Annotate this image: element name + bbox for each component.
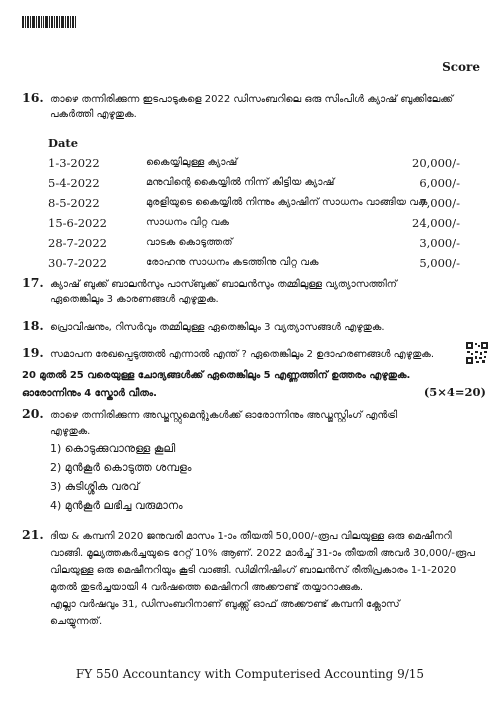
question-18-number: 18. bbox=[22, 318, 44, 333]
cash-row-amount: 20,000/- bbox=[412, 156, 460, 170]
question-21-line-5: എല്ലാ വർഷവും 31, ഡിസംബറിനാണ് ബുക്ക്സ് ഓഫ് അക്കൗണ്ട് കമ്പനി ക്ലോസ് bbox=[50, 599, 400, 610]
page-footer: FY 550 Accountancy with Computerised Accounting 9/15 bbox=[75, 667, 425, 681]
cash-row bbox=[48, 236, 460, 251]
question-20-line-1: താഴെ തന്നിരിക്കുന്ന അഡ്ജസ്റ്റുമെന്റുകൾക്ക് ഓരോന്നിനും അഡ്ജസ്റ്റിംഗ് എൻട്രി bbox=[50, 410, 398, 421]
question-21-line-2: വാങ്ങി. മൂല്യത്തകർച്ചയുടെ റേറ്റ് 10% ആണ്. 2022 മാർച്ച് 31-ാം തീയതി അവർ 30,000/-രൂപ bbox=[50, 548, 475, 559]
cash-row bbox=[48, 176, 460, 191]
section-score-note: ഓരോന്നിനും 4 സ്കോർ വീതം. bbox=[22, 388, 157, 399]
cash-row bbox=[48, 156, 460, 171]
question-17-number: 17. bbox=[22, 275, 44, 290]
date-column-heading: Date bbox=[48, 136, 79, 150]
question-20-line-2: എഴുതുക. bbox=[50, 426, 91, 437]
section-instruction: 20 മുതൽ 25 വരെയുള്ള ചോദ്യങ്ങൾക്ക് ഏതെങ്കിലും 5 എണ്ണത്തിന് ഉത്തരം എഴുതുക. bbox=[22, 370, 411, 381]
score-heading: Score bbox=[442, 60, 480, 74]
cash-row bbox=[48, 196, 460, 211]
question-21-line-3: വിലയുള്ള ഒരു മെഷീനറിയും കൂടി വാങ്ങി. ഡിമിനിഷിംഗ് ബാലൻസ് രീതിപ്രകാരം 1-1-2020 bbox=[50, 565, 457, 576]
question-21-line-4: മുതൽ തുടർച്ചയായി 4 വർഷത്തെ മെഷിനറി അക്കൗണ്ട് തയ്യാറാക്കുക. bbox=[50, 582, 364, 593]
question-20-item: 4) മുൻകൂർ ലഭിച്ച വരുമാനം bbox=[50, 499, 183, 512]
cash-row-amount: 24,000/- bbox=[412, 216, 460, 230]
cash-row-date: 30-7-2022 bbox=[48, 256, 107, 270]
cash-row-description: മുരളിയുടെ കൈയ്യിൽ നിന്നും ക്യാഷിന് സാധനം വാങ്ങിയ വക bbox=[146, 197, 428, 208]
cash-row-description: മനുവിന്റെ കൈയ്യിൽ നിന്ന് കിട്ടിയ ക്യാഷ് bbox=[146, 177, 335, 188]
cash-row-date: 28-7-2022 bbox=[48, 236, 107, 250]
cash-row-date: 8-5-2022 bbox=[48, 196, 100, 210]
question-17-line-2: ഏതെങ്കിലും 3 കാരണങ്ങൾ എഴുതുക. bbox=[50, 294, 219, 305]
section-marks: (5×4=20) bbox=[423, 385, 486, 399]
cash-row-description: കൈയ്യിലുള്ള ക്യാഷ് bbox=[146, 157, 238, 168]
qr-code-image bbox=[466, 342, 488, 364]
question-16-line-2: പകർത്തി എഴുതുക. bbox=[50, 109, 137, 120]
question-21-line-1: ദിയ & കമ്പനി 2020 ജനുവരി മാസം 1-ാം തീയതി 50,000/-രൂപ വിലയുള്ള ഒരു മെഷീനറി bbox=[50, 531, 452, 542]
cash-row-amount: 7,000/- bbox=[419, 196, 460, 210]
question-20-item: 1) കൊടുക്കുവാനുള്ള കൂലി bbox=[50, 442, 176, 455]
barcode-image bbox=[22, 16, 76, 28]
question-16-line-1: താഴെ തന്നിരിക്കുന്ന ഇടപാടുകളെ 2022 ഡിസംബറിലെ ഒരു സിംപിൾ ക്യാഷ് ബുക്കിലേക്ക് bbox=[50, 94, 454, 105]
cash-row-description: വാടക കൊടുത്തത് bbox=[146, 237, 233, 248]
question-21-number: 21. bbox=[22, 527, 44, 542]
cash-row-date: 1-3-2022 bbox=[48, 156, 100, 170]
question-16-number: 16. bbox=[22, 90, 44, 105]
cash-row-date: 5-4-2022 bbox=[48, 176, 100, 190]
cash-row-description: സാധനം വിറ്റ വക bbox=[146, 217, 229, 228]
question-18-line-1: പ്രൊവിഷനും, റിസർവും തമ്മിലുള്ള ഏതെങ്കിലും 3 വ്യത്യാസങ്ങൾ എഴുതുക. bbox=[50, 322, 385, 333]
question-20-number: 20. bbox=[22, 406, 44, 421]
question-19-line-1: സമാപന രേഖപ്പെടുത്തൽ എന്നാൽ എന്ത് ? ഏതെങ്കിലും 2 ഉദാഹരണങ്ങൾ എഴുതുക. bbox=[50, 349, 435, 360]
question-20-item: 2) മുൻകൂർ കൊടുത്ത ശമ്പളം bbox=[50, 461, 192, 474]
question-19-number: 19. bbox=[22, 345, 44, 360]
question-20-item: 3) കുടിശ്ശിക വരവ് bbox=[50, 480, 140, 493]
question-21-line-6: ചെയ്യുന്നത്. bbox=[50, 616, 103, 627]
question-17-line-1: ക്യാഷ് ബുക്ക് ബാലൻസും പാസ്ബുക്ക് ബാലൻസും തമ്മിലുള്ള വ്യത്യാസത്തിന് bbox=[50, 279, 397, 290]
cash-row-amount: 5,000/- bbox=[419, 256, 460, 270]
cash-row-date: 15-6-2022 bbox=[48, 216, 107, 230]
cash-row bbox=[48, 216, 460, 231]
cash-row-amount: 3,000/- bbox=[419, 236, 460, 250]
cash-row-description: രോഹനു സാധനം കടത്തിനു വിറ്റ വക bbox=[146, 257, 319, 268]
cash-row-amount: 6,000/- bbox=[419, 176, 460, 190]
cash-row bbox=[48, 256, 460, 271]
